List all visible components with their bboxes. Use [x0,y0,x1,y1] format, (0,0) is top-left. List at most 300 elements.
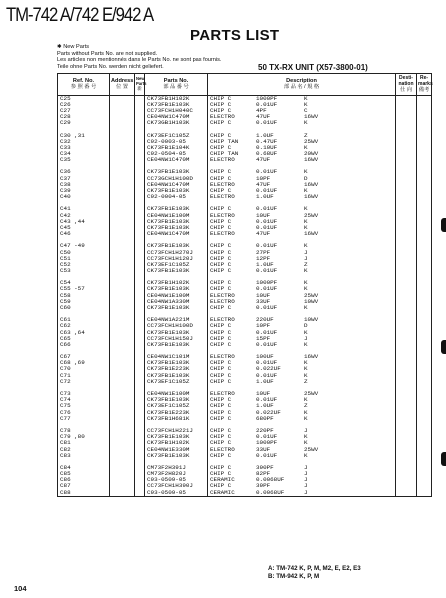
ref-cell: C50 [58,250,110,256]
description-part: 4PF [256,107,267,114]
description-part: 16WV [304,114,319,121]
description-part: 16WV [304,231,319,238]
description-cell [208,490,396,497]
part-no-cell: CK73FB1E103K [145,225,208,231]
description-part: 0.01UF [256,341,278,348]
part-no-cell: CE04NW1C470M [145,231,208,237]
description-part: 0.10UF [256,144,278,151]
ref-cell: C28 [58,114,110,120]
part-no-cell: CC73GCH1H100D [145,176,208,182]
description-part: K [304,206,308,213]
part-no-cell: CK73FB1H102K [145,95,208,102]
description-part: 390PF [256,464,274,471]
description-part: K [304,120,308,127]
table-header-row [58,74,432,96]
col-new-parts: New Parts 新 [135,74,145,96]
part-no-cell: CK73FB1E223K [145,410,208,416]
description-part: 0.01UF [256,267,278,274]
ref-cell: C45 [58,225,110,231]
description-part: ELECTRO [210,114,235,121]
description-part: K [304,341,308,348]
ref-cell: C79 ,80 [58,434,110,440]
address-cell [110,95,135,102]
description-part: 1000PF [256,95,278,102]
description-part: 16WV [304,157,319,164]
description-part: 1.0UF [256,261,274,268]
description-part: K [304,95,308,102]
note-line: Parts without Parts No. are not supplied. [57,50,158,57]
description-part: ELECTRO [210,181,235,188]
description-part: 33UF [256,298,271,305]
description-part: 0.022UF [256,409,281,416]
part-no-cell: CC73FCH1H040C [145,108,208,114]
ref-cell: C84 [58,465,110,471]
description-part: K [304,366,308,373]
page-title: PARTS LIST [190,27,280,44]
description-part: ELECTRO [210,391,235,398]
description-part: 10UF [256,212,271,219]
description-part: CHIP C [210,255,232,262]
page-number: 104 [14,584,27,593]
description-part: ELECTRO [210,212,235,219]
legend-line: B: TM-942 K, P, M [268,573,320,580]
description-part: 16WV [304,181,319,188]
part-no-cell: CK73FB1E103K [145,188,208,194]
part-no-cell: CK73FB1E103K [145,243,208,249]
description-part: 0.01UF [256,434,278,441]
description-part: K [304,243,308,250]
part-no-cell: CK73FB1E223K [145,366,208,372]
description-part: ELECTRO [210,317,235,324]
ref-cell: C30 ,31 [58,133,110,139]
description-part: K [304,360,308,367]
description-part: 47UF [256,181,271,188]
part-no-cell: CK73FB1H681K [145,416,208,422]
ref-cell: C74 [58,397,110,403]
description-part: ELECTRO [210,231,235,238]
description-part: 220UF [256,317,274,324]
description-part: CHIP C [210,360,232,367]
part-no-cell: CE04NW1C470M [145,182,208,188]
note-line: Les articles non mentionnés dans le Parts No. ne sont pas fournis. [57,57,222,64]
table-row [58,490,432,497]
description-part: K [304,329,308,336]
part-no-cell: CM73F2H820J [145,471,208,477]
description-part: CHIP C [210,280,232,287]
description-part: CHIP C [210,144,232,151]
ref-cell: C88 [58,490,110,497]
description-part: CHIP C [210,175,232,182]
description-part: Z [304,403,308,410]
description-part: ELECTRO [210,157,235,164]
description-part: ELECTRO [210,298,235,305]
description-part: 10PF [256,175,271,182]
description-part: K [304,101,308,108]
description-part: CHIP C [210,409,232,416]
description-part: CERAMIC [210,477,235,484]
part-no-cell: CE04NW1E100M [145,391,208,397]
description-part: ELECTRO [210,194,235,201]
part-no-cell: C93-0509-05 [145,490,208,497]
description-part: 0.01UF [256,218,278,225]
col-remarks: Re- marks 備考 [418,75,433,94]
unit-title: 50 TX-RX UNIT (X57-3800-01) [258,63,368,72]
col-address: Address 位 置 [110,74,135,96]
ref-cell: C39 [58,188,110,194]
description-part: CHIP C [210,329,232,336]
part-no-cell: CK73FB1E103K [145,206,208,212]
description-part: J [304,255,308,262]
part-no-cell: CK73FB1E103K [145,330,208,336]
part-no-cell: CC73FCH1H221J [145,428,208,434]
ref-cell: C68 ,69 [58,360,110,366]
description-part: CHIP C [210,335,232,342]
description-part: 1000PF [256,280,278,287]
description-part: 0.022UF [256,366,281,373]
description-part: 680PF [256,415,274,422]
description-part: K [304,397,308,404]
description-part: 0.01UF [256,304,278,311]
part-no-cell: CC73FCH1H150J [145,336,208,342]
description-part: CHIP C [210,471,232,478]
description-part: 10UF [256,391,271,398]
ref-cell: C63 ,64 [58,330,110,336]
description-part: 0.01UF [256,372,278,379]
description-part: 0.01UF [256,243,278,250]
description-part: CHIP C [210,323,232,330]
description-part: CHIP TAN [210,138,239,145]
description-part: K [304,415,308,422]
ref-cell: C38 [58,182,110,188]
ref-cell: C46 [58,231,110,237]
ref-cell: C70 [58,366,110,372]
ref-cell: C27 [58,108,110,114]
description-part: J [304,483,308,490]
description-part: J [304,249,308,256]
description-part: 0.01UF [256,397,278,404]
ref-cell: C61 [58,317,110,323]
description-part: Z [304,261,308,268]
part-no-cell: CK73FB1E103K [145,286,208,292]
ref-cell: C35 [58,157,110,163]
description-part: 47UF [256,114,271,121]
description-part: K [304,286,308,293]
table-row [58,95,432,102]
part-no-cell: CK73EF1C105Z [145,262,208,268]
part-no-cell: CK73FB1E103K [145,169,208,175]
part-no-cell: CK73FB1E103K [145,102,208,108]
ref-cell: C29 [58,120,110,126]
description-part: CHIP C [210,101,232,108]
description-part: K [304,224,308,231]
ref-cell: C25 [58,95,110,102]
description-part: 0.01UF [256,101,278,108]
ref-cell: C77 [58,416,110,422]
ref-cell: C32 [58,139,110,145]
ref-cell: C78 [58,428,110,434]
part-no-cell: CE04NW1A330M [145,299,208,305]
description-part: 0.01UF [256,360,278,367]
description-part: 47UF [256,231,271,238]
ref-cell: C41 [58,206,110,212]
description-part: CHIP C [210,415,232,422]
description-part: CHIP C [210,286,232,293]
part-no-cell: CK73FB1E103K [145,360,208,366]
description-part: K [304,280,308,287]
description-part: 10WV [304,298,319,305]
description-part: J [304,471,308,478]
ref-cell: C60 [58,305,110,311]
description-part: CHIP C [210,187,232,194]
description-part: 0.0068UF [256,477,285,484]
description-part: CHIP C [210,341,232,348]
description-part: D [304,323,308,330]
description-part: CHIP C [210,120,232,127]
description-part: 0.68UF [256,151,278,158]
description-part: 20WV [304,151,319,158]
description-part: K [304,452,308,459]
part-no-cell: CK73FB1E103K [145,453,208,459]
part-no-cell: CE04NW1E100M [145,293,208,299]
part-no-cell: C92-0004-05 [145,194,208,200]
description-part: 12PF [256,255,271,262]
description-part: 27PF [256,249,271,256]
new-cell [135,490,145,497]
description-part: CHIP C [210,304,232,311]
description-part: CHIP C [210,267,232,274]
description-part: CHIP C [210,378,232,385]
ref-cell: C85 [58,471,110,477]
part-no-cell: CE04NW1A221M [145,317,208,323]
part-no-cell: C92-0003-05 [145,139,208,145]
description-part: CHIP C [210,366,232,373]
part-no-cell: CK73FB1E103K [145,373,208,379]
description-part: 0.01UF [256,224,278,231]
description-part: CHIP C [210,372,232,379]
description-part: K [304,440,308,447]
part-no-cell: CC73FCH1H120J [145,256,208,262]
ref-cell: C42 [58,213,110,219]
part-no-cell: CK73EF1C105Z [145,133,208,139]
part-no-cell: CE04NW1C470M [145,114,208,120]
description-part: CHIP C [210,249,232,256]
part-no-cell: CC73FCH1H100D [145,323,208,329]
description-part: CHIP C [210,107,232,114]
col-description: Description 部 品 名 / 規 格 [208,74,396,96]
ref-cell: C36 [58,169,110,175]
ref-cell: C65 [58,336,110,342]
part-no-cell: CE04NW1C101M [145,354,208,360]
ref-cell: C86 [58,477,110,483]
part-no-cell: CC73FCH1H270J [145,250,208,256]
description-part: 220PF [256,428,274,435]
description-part: Z [304,132,308,139]
description-part: K [304,409,308,416]
description-part: J [304,464,308,471]
description-part: CHIP C [210,483,232,490]
ref-cell: C26 [58,102,110,108]
description-part: 25WV [304,138,319,145]
col-ref-no: Ref. No. 参 照 番 号 [58,74,110,96]
description-part: 15PF [256,335,271,342]
part-no-cell: C92-0504-05 [145,151,208,157]
description-part: CHIP C [210,169,232,176]
ref-cell: C37 [58,176,110,182]
description-part: 0.0068UF [256,489,285,496]
address-cell [110,490,135,497]
part-no-cell: CE04NW1C470M [145,157,208,163]
description-part: 1.0UF [256,403,274,410]
note-line: Teile ohne Parts No. werden nicht geliefert. [57,63,164,70]
description-part: 16WV [304,194,319,201]
description-part: CERAMIC [210,489,235,496]
part-no-cell: CK73FB1E103K [145,305,208,311]
description-part: K [304,434,308,441]
description-part: 10WV [304,317,319,324]
part-no-cell: CK73FB1H102K [145,440,208,446]
binding-mark [441,340,446,354]
description-part: 1.0UF [256,132,274,139]
description-part: 82PF [256,471,271,478]
description-part: CHIP C [210,243,232,250]
description-cell [208,95,396,102]
ref-cell: C71 [58,373,110,379]
note-line: ✱ New Parts [57,44,90,50]
description-part: CHIP C [210,132,232,139]
part-no-cell: CC73FCH1H390J [145,483,208,489]
part-no-cell: CK73FB1E103K [145,342,208,348]
description-part: 1.0UF [256,194,274,201]
destination-cell [396,95,417,102]
parts-table [57,73,432,497]
ref-cell: C73 [58,391,110,397]
ref-cell: C62 [58,323,110,329]
ref-cell: C82 [58,447,110,453]
description-part: CHIP C [210,218,232,225]
description-part: 39PF [256,483,271,490]
ref-cell: C51 [58,256,110,262]
description-part: 0.01UF [256,286,278,293]
description-part: 100UF [256,354,274,361]
ref-cell: C43 ,44 [58,219,110,225]
part-no-cell: CM73F2H391J [145,465,208,471]
binding-mark [441,452,446,466]
description-part: CHIP C [210,452,232,459]
ref-cell: C75 [58,403,110,409]
ref-cell: C72 [58,379,110,385]
description-part: 0.01UF [256,120,278,127]
description-part: 25WV [304,391,319,398]
ref-cell: C55 -57 [58,286,110,292]
description-part: Z [304,378,308,385]
part-no-cell: CE04NW1E330M [145,447,208,453]
destination-cell [396,490,417,497]
destination-legend [268,565,361,581]
part-no-cell: CK73FB1E103K [145,219,208,225]
part-no-cell: CK73FB1H102K [145,280,208,286]
description-part: J [304,477,308,484]
part-no-cell: CK73EF1C105Z [145,403,208,409]
description-part: CHIP C [210,434,232,441]
part-no-cell: CK73FB1E103K [145,397,208,403]
ref-cell: C87 [58,483,110,489]
part-no-cell: CK73FB1E104K [145,145,208,151]
description-part: J [304,489,308,496]
description-part: J [304,428,308,435]
parts-notes [57,44,222,70]
description-part: 10PF [256,323,271,330]
description-part: 25WV [304,446,319,453]
description-part: 47UF [256,157,271,164]
ref-cell: C58 [58,293,110,299]
new-cell [135,95,145,102]
description-part: D [304,175,308,182]
description-part: CHIP C [210,397,232,404]
description-part: CHIP C [210,261,232,268]
description-part: 0.47UF [256,138,278,145]
description-part: K [304,169,308,176]
description-part: CHIP C [210,403,232,410]
description-part: K [304,218,308,225]
ref-cell: C54 [58,280,110,286]
description-part: ELECTRO [210,354,235,361]
description-part: 0.01UF [256,329,278,336]
ref-cell: C76 [58,410,110,416]
binding-mark [441,218,446,232]
description-part: J [304,335,308,342]
description-part: CHIP C [210,224,232,231]
description-part: K [304,304,308,311]
ref-cell: C40 [58,194,110,200]
part-no-cell: CK73FB1E103K [145,268,208,274]
description-part: CHIP C [210,95,232,102]
model-title: TM-742 A/742 E/942 A [6,5,154,26]
description-part: ELECTRO [210,292,235,299]
description-part: 25WV [304,212,319,219]
description-part: CHIP C [210,464,232,471]
ref-cell: C83 [58,453,110,459]
description-part: K [304,187,308,194]
legend-line: A: TM-742 K, P, M, M2, E, E2, E3 [268,565,361,572]
part-no-cell: CE04NW1E100M [145,213,208,219]
description-part: CHIP C [210,206,232,213]
col-destination: Desti- nation 仕 向 [396,74,417,96]
part-no-cell: CK73EF1C105Z [145,379,208,385]
description-part: ELECTRO [210,446,235,453]
description-part: 0.01UF [256,452,278,459]
ref-cell: C52 [58,262,110,268]
description-part: K [304,267,308,274]
description-part: 25WV [304,292,319,299]
description-part: CHIP TAN [210,151,239,158]
ref-cell: C66 [58,342,110,348]
remarks-cell [417,95,432,102]
description-part: K [304,144,308,151]
description-part: 16WV [304,354,319,361]
description-part: 10UF [256,292,271,299]
ref-cell: C81 [58,440,110,446]
description-part: 0.01UF [256,206,278,213]
part-no-cell: CK73FB1E103K [145,434,208,440]
description-part: 1000PF [256,440,278,447]
ref-cell: C33 [58,145,110,151]
description-part: 1.0UF [256,378,274,385]
description-part: CHIP C [210,428,232,435]
description-part: C [304,107,308,114]
description-part: 0.01UF [256,169,278,176]
part-no-cell: C93-0509-05 [145,477,208,483]
ref-cell: C59 [58,299,110,305]
